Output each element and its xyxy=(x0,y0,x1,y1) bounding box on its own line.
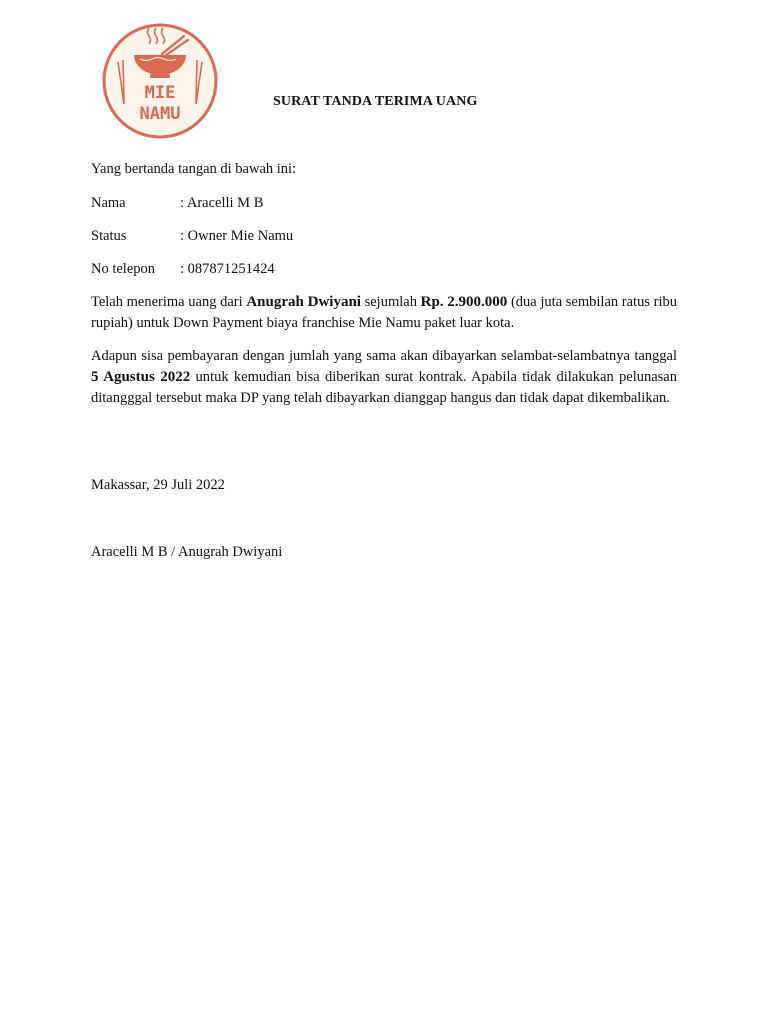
payment-paragraph xyxy=(91,292,677,334)
signatories: Aracelli M B / Anugrah Dwiyani xyxy=(91,544,283,560)
logo-text-namu: NAMU xyxy=(139,104,181,124)
logo-text-mie: MIE xyxy=(144,83,176,103)
payer-name: Anugrah Dwiyani xyxy=(246,294,361,310)
document-title: SURAT TANDA TERIMA UANG xyxy=(273,94,478,109)
field-value-nama: : Aracelli M B xyxy=(180,195,264,211)
field-label-telepon: No telepon xyxy=(91,261,156,277)
field-label-nama: Nama xyxy=(91,195,126,211)
intro-text: Yang bertanda tangan di bawah ini: xyxy=(91,161,297,177)
terms-text-2: untuk kemudian bisa diberikan surat kontrak. Apabila tidak dilakukan pelunasan ditangggal tersebut maka DP yang telah dibayarkan dianggap hangus dan tidak dapat dikembalikan. xyxy=(91,369,677,406)
mie-namu-logo xyxy=(102,22,218,140)
payment-text-3: (dua juta sembilan ratus ribu rupiah) untuk Down Payment biaya franchise Mie Namu paket luar kota. xyxy=(91,294,677,331)
payment-text-1: Telah menerima uang dari xyxy=(91,294,247,310)
terms-paragraph xyxy=(91,346,677,409)
payment-amount: Rp. 2.900.000 xyxy=(420,294,508,310)
field-value-status: : Owner Mie Namu xyxy=(180,228,294,244)
terms-text-1: Adapun sisa pembayaran dengan jumlah yang sama akan dibayarkan selambat-selambatnya tanggal xyxy=(91,348,677,364)
field-value-telepon: : 087871251424 xyxy=(180,261,275,277)
payment-text-2: sejumlah xyxy=(360,294,421,310)
noodle-bowl-icon xyxy=(102,22,218,140)
field-label-status: Status xyxy=(91,228,127,244)
place-date: Makassar, 29 Juli 2022 xyxy=(91,477,225,493)
due-date: 5 Agustus 2022 xyxy=(91,369,191,385)
